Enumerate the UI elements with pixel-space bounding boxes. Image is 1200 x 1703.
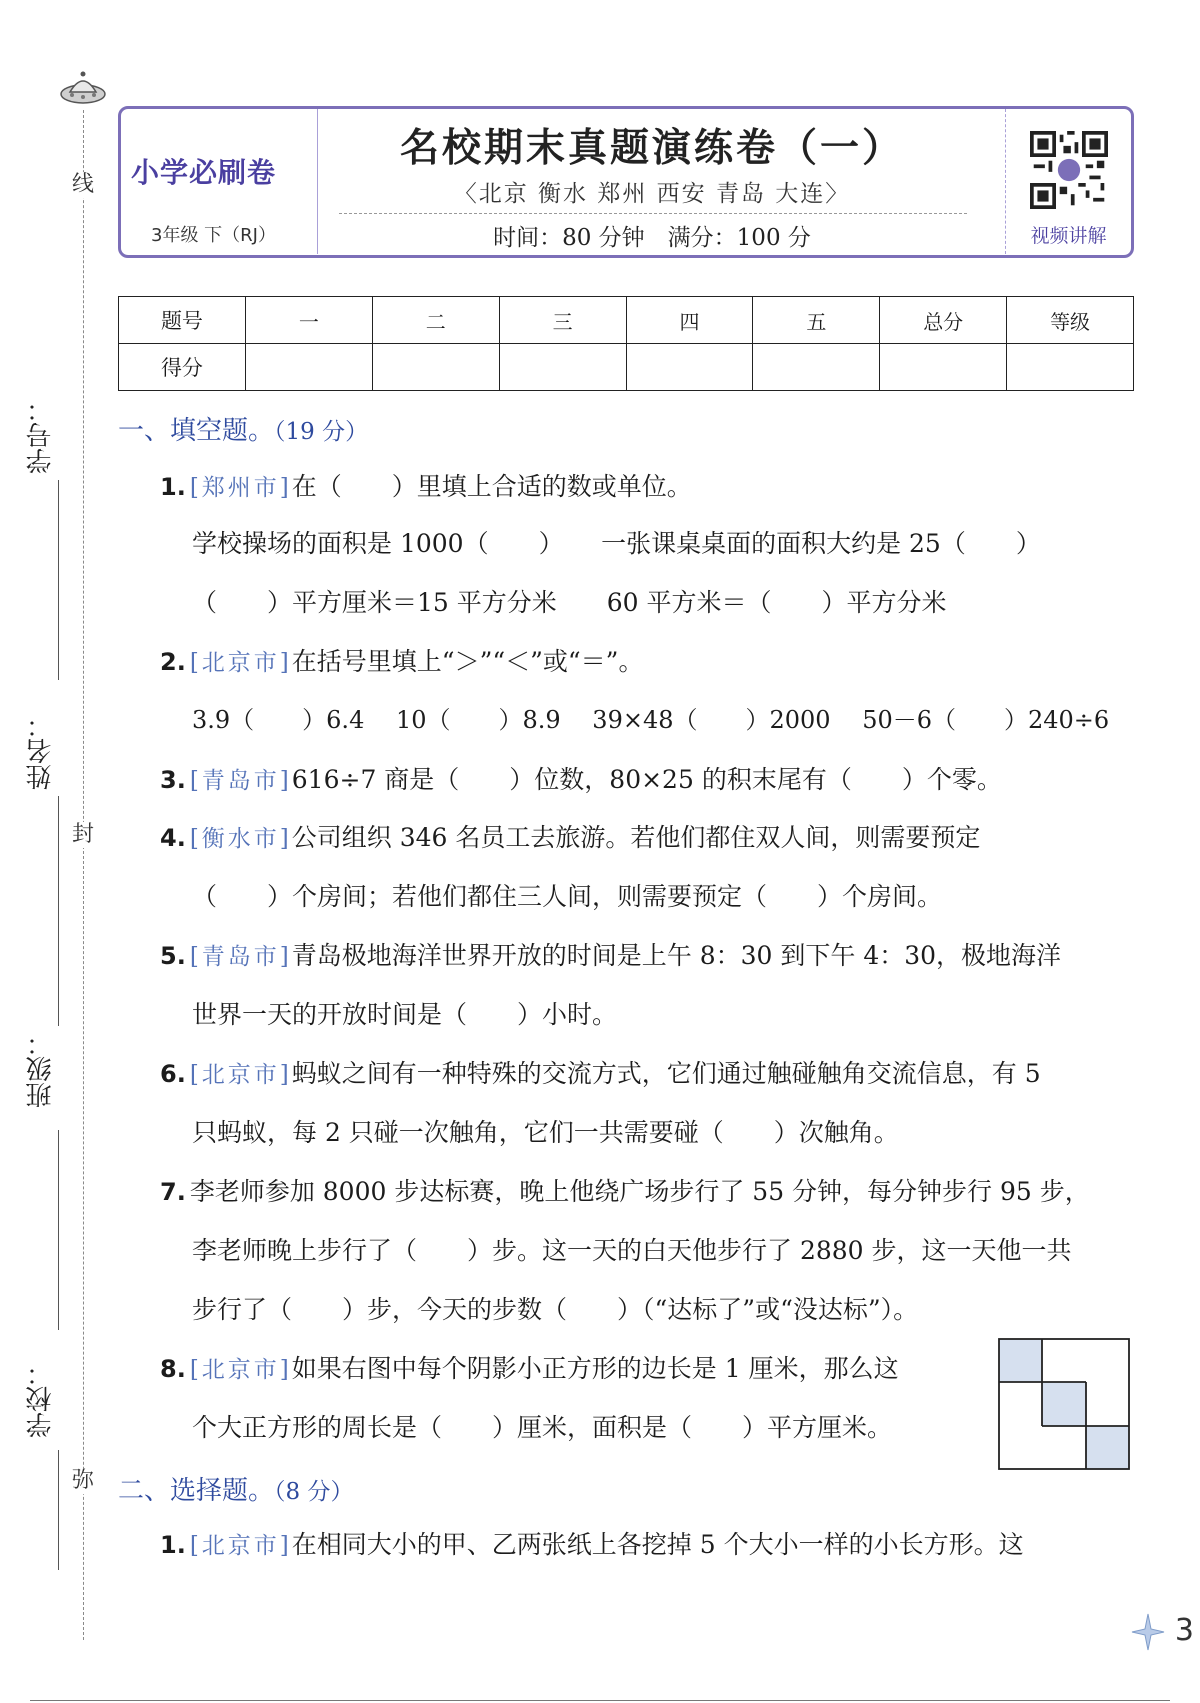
table-cell: 得分 — [119, 344, 246, 391]
question-line: 个大正方形的周长是（ ）厘米，面积是（ ）平方厘米。 — [192, 1413, 893, 1442]
source-tag: [北京市] — [189, 650, 292, 676]
source-tag: [青岛市] — [189, 768, 292, 794]
question-number: 3. — [160, 766, 186, 794]
source-tag: [北京市] — [189, 1533, 292, 1559]
source-tag: [北京市] — [189, 1357, 292, 1383]
exam-header — [118, 106, 1134, 258]
grade-label: 3年级 下（RJ） — [151, 225, 276, 246]
table-cell: 一 — [245, 297, 372, 344]
question-number: 1. — [160, 1531, 186, 1559]
qr-panel[interactable] — [1005, 109, 1131, 254]
table-cell: 总分 — [880, 297, 1007, 344]
question-text: 在（ ）里填上合适的数或单位。 — [291, 472, 692, 501]
source-tag: [北京市] — [189, 1062, 292, 1088]
question-text: 在括号里填上“＞”“＜”或“＝”。 — [291, 647, 644, 676]
student-name-label: 姓名： — [26, 712, 56, 790]
score-table — [118, 296, 1134, 391]
binding-mark-seal: 封 — [71, 822, 94, 847]
table-cell: 题号 — [119, 297, 246, 344]
question-line: （ ）个房间；若他们都住三人间，则需要预定（ ）个房间。 — [192, 882, 943, 911]
question-number: 8. — [160, 1355, 186, 1383]
square-grid-figure — [998, 1338, 1130, 1470]
qr-code-icon[interactable] — [1030, 131, 1108, 209]
question-text: 蚂蚁之间有一种特殊的交流方式，它们通过触碰触角交流信息，有 5 — [291, 1059, 1041, 1088]
question-3 — [160, 763, 1002, 798]
section-points: （8 分） — [274, 1479, 354, 1505]
question-line: 步行了（ ）步，今天的步数（ ）（“达标了”或“没达标”）。 — [192, 1295, 919, 1324]
table-cell: 二 — [372, 297, 499, 344]
question-text: 616÷7 商是（ ）位数，80×25 的积末尾有（ ）个零。 — [291, 765, 1002, 794]
section-title — [118, 410, 368, 447]
video-explain-label: 视频讲解 — [1030, 225, 1107, 247]
question-number: 1. — [160, 473, 186, 501]
table-cell: 五 — [753, 297, 880, 344]
section-heading: 二、选择题。 — [118, 1476, 275, 1506]
question-1 — [160, 470, 692, 505]
binding-mark-close: 弥 — [71, 1468, 94, 1493]
student-name-field[interactable] — [58, 796, 59, 1026]
score-cell[interactable] — [372, 344, 499, 391]
question-4 — [160, 821, 980, 856]
exam-title: 名校期末真题演练卷（一） — [399, 125, 904, 171]
school-label: 学校： — [26, 1360, 56, 1438]
brand-panel — [121, 109, 318, 254]
question-line: 世界一天的开放时间是（ ）小时。 — [192, 1000, 618, 1029]
score-cell[interactable] — [245, 344, 372, 391]
brand-name: 小学必刷卷 — [131, 156, 277, 189]
question-line: 李老师晚上步行了（ ）步。这一天的白天他步行了 2880 步，这一天他一共 — [192, 1236, 1072, 1265]
question-number: 4. — [160, 824, 186, 852]
question-text: 青岛极地海洋世界开放的时间是上午 8：30 到下午 4：30，极地海洋 — [291, 941, 1062, 970]
question-text: 公司组织 346 名员工去旅游。若他们都住双人间，则需要预定 — [291, 823, 981, 852]
question-2 — [160, 645, 643, 680]
section-title — [118, 1470, 353, 1507]
score-cell[interactable] — [499, 344, 626, 391]
score-cell[interactable] — [753, 344, 880, 391]
score-cell[interactable] — [626, 344, 753, 391]
table-cell: 三 — [499, 297, 626, 344]
question-number: 6. — [160, 1060, 186, 1088]
question-1 — [160, 1528, 1024, 1563]
binding-dashed-line — [83, 110, 84, 1640]
section-points: （19 分） — [274, 419, 369, 445]
exam-cities: 〈北京 衡水 郑州 西安 青岛 大连〉 — [453, 181, 851, 207]
question-number: 2. — [160, 648, 186, 676]
question-7 — [160, 1175, 1090, 1209]
school-field[interactable] — [58, 1450, 59, 1570]
question-number: 7. — [160, 1178, 186, 1206]
student-number-field[interactable] — [58, 480, 59, 680]
question-line: 3.9（ ）6.4 10（ ）8.9 39×48（ ）2000 50－6（ ）240÷6 — [192, 706, 1110, 734]
page-number: 3 — [1174, 1613, 1194, 1648]
bottom-border — [30, 1700, 1170, 1701]
question-line: 只蚂蚁，每 2 只碰一次触角，它们一共需要碰（ ）次触角。 — [192, 1118, 899, 1147]
table-cell: 等级 — [1007, 297, 1134, 344]
source-tag: [衡水市] — [189, 826, 292, 852]
question-number: 5. — [160, 942, 186, 970]
source-tag: [郑州市] — [189, 475, 292, 501]
question-text: 李老师参加 8000 步达标赛，晚上他绕广场步行了 55 分钟，每分钟步行 95 步， — [189, 1177, 1090, 1206]
question-8 — [160, 1352, 899, 1387]
score-cell[interactable] — [880, 344, 1007, 391]
table-row — [119, 344, 1134, 391]
question-text: 在相同大小的甲、乙两张纸上各挖掉 5 个大小一样的小长方形。这 — [291, 1530, 1024, 1559]
sparkle-icon — [1130, 1612, 1166, 1652]
binding-mark-line: 线 — [71, 172, 94, 197]
question-text: 如果右图中每个阴影小正方形的边长是 1 厘米，那么这 — [291, 1354, 899, 1383]
question-line: 学校操场的面积是 1000（ ） 一张课桌桌面的面积大约是 25（ ） — [192, 529, 1041, 558]
header-divider — [339, 213, 967, 214]
source-tag: [青岛市] — [189, 944, 292, 970]
score-cell[interactable] — [1007, 344, 1134, 391]
table-row — [119, 297, 1134, 344]
exam-time: 时间：80 分钟 满分：100 分 — [493, 225, 811, 251]
section-heading: 一、填空题。 — [118, 416, 275, 446]
class-label: 班级： — [26, 1030, 56, 1108]
question-5 — [160, 939, 1061, 974]
class-field[interactable] — [58, 1130, 59, 1330]
question-line: （ ）平方厘米＝15 平方分米 60 平方米＝（ ）平方分米 — [192, 588, 947, 617]
student-number-label: 学号： — [26, 396, 56, 474]
question-6 — [160, 1057, 1041, 1092]
ufo-icon — [58, 68, 108, 112]
table-cell: 四 — [626, 297, 753, 344]
